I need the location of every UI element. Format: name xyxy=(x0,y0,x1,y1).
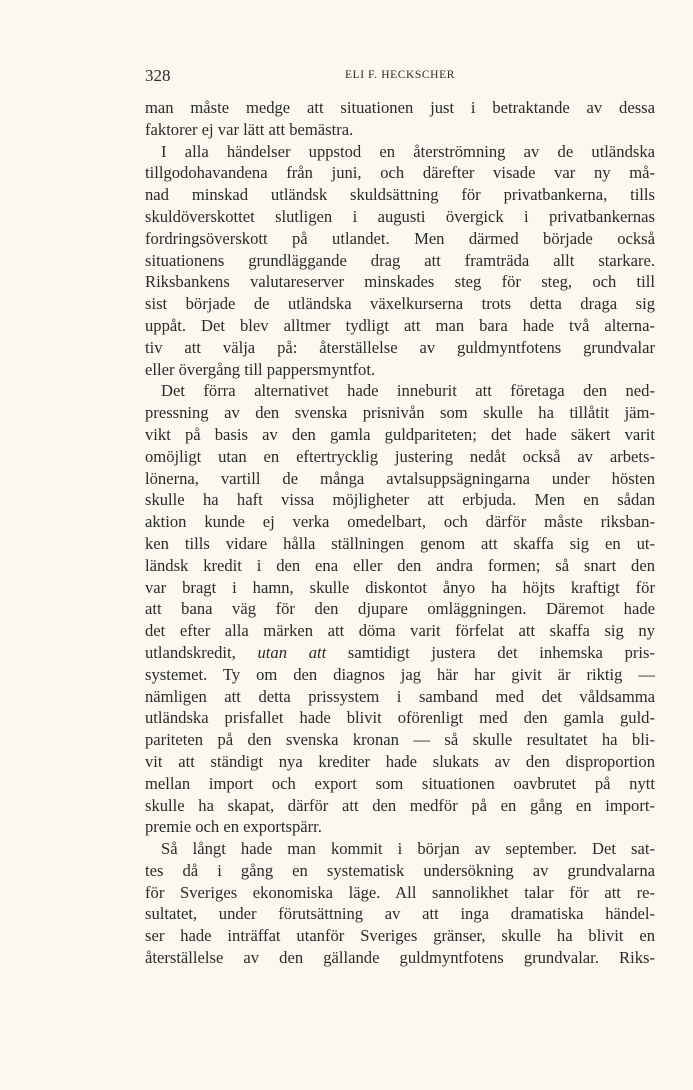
text-line: Så långt hade man kommit i början av september. Det sat- xyxy=(161,839,655,859)
text-line: det efter alla märken att döma varit förfelat att skaffa sig ny xyxy=(145,621,655,641)
text-line: tillgodohavandena från juni, och därefter visade var ny må- xyxy=(145,163,655,183)
page-header xyxy=(145,66,655,88)
text-line: eller övergång till pappersmyntfot. xyxy=(145,359,376,379)
text-line: vit att ständigt nya krediter hade slukats av den disproportion xyxy=(145,751,655,771)
text-line: pressning av den svenska prisnivån som skulle ha tillåtit jäm- xyxy=(145,403,655,423)
text-line: skuldöverskottet slutligen i augusti övergick i privatbankernas xyxy=(145,206,655,226)
text-line: att bana väg för den djupare omläggningen. Däremot hade xyxy=(145,599,655,619)
text-line: vikt på basis av den gamla guldpariteten; det hade säkert varit xyxy=(145,424,655,444)
text-line: mellan import och export som situationen oavbrutet på nytt xyxy=(145,773,655,793)
text-line: sultatet, under förutsättning av att inga dramatiska händel- xyxy=(145,904,655,924)
running-head: ELI F. HECKSCHER xyxy=(345,69,455,81)
text-line: för Sveriges ekonomiska läge. All sannolikhet talar för att re- xyxy=(145,882,655,902)
text-line xyxy=(145,642,655,664)
text-line: uppåt. Det blev alltmer tydligt att man bara hade två alterna- xyxy=(145,315,655,335)
text-line: tiv att välja på: återställelse av guldmyntfotens grundvalar xyxy=(145,337,655,357)
text-segment: utlandskredit, xyxy=(145,642,258,662)
text-line: aktion kunde ej verka omedelbart, och därför måste riksban- xyxy=(145,512,655,532)
text-line: premie och en exportspärr. xyxy=(145,817,322,837)
text-segment: samtidigt justera det inhemska pris- xyxy=(326,642,655,662)
text-line: nad minskad utländsk skuldsättning för privatbankerna, tills xyxy=(145,185,655,205)
text-line: tes då i gång en systematisk undersökning av grundvalarna xyxy=(145,860,655,880)
text-line: återställelse av den gällande guldmyntfotens grundvalar. Riks- xyxy=(145,948,655,968)
text-line: I alla händelser uppstod en återströmning av de utländska xyxy=(161,141,655,161)
text-line: pariteten på den svenska kronan — så skulle resultatet ha bli- xyxy=(145,730,655,750)
text-line: systemet. Ty om den diagnos jag här har givit är riktig — xyxy=(145,664,655,684)
text-line: faktorer ej var lätt att bemästra. xyxy=(145,119,354,139)
text-line: var bragt i hamn, skulle diskontot ånyo ha höjts kraftigt för xyxy=(145,577,655,597)
text-line: sist började de utländska växelkurserna trots detta draga sig xyxy=(145,294,655,314)
text-line: man måste medge att situationen just i betraktande av dessa xyxy=(145,98,655,117)
text-line: lönerna, vartill de många avtalsuppsägningarna under hösten xyxy=(145,468,655,488)
text-line: omöjligt utan en eftertrycklig justering nedåt också av arbets- xyxy=(145,446,655,466)
text-line: Riksbankens valutareserver minskades steg för steg, och till xyxy=(145,272,655,292)
italic-emphasis: utan att xyxy=(257,642,327,662)
text-line: skulle ha haft vissa möjligheter att erbjuda. Men en sådan xyxy=(145,490,655,510)
text-line: nämligen att detta prissystem i samband med det våldsamma xyxy=(145,686,655,706)
body-text xyxy=(145,97,655,969)
text-line: ländsk kredit i den ena eller den andra formen; så snart den xyxy=(145,555,655,575)
text-line: ser hade inträffat utanför Sveriges gränser, skulle ha blivit en xyxy=(145,926,655,946)
text-line: fordringsöverskott på utlandet. Men därmed började också xyxy=(145,228,655,248)
text-line: ken tills vidare hålla ställningen genom att skaffa sig en ut- xyxy=(145,533,655,553)
text-line: Det förra alternativet hade inneburit att företaga den ned- xyxy=(161,381,655,401)
text-line: utländska prisfallet hade blivit oförenligt med den gamla guld- xyxy=(145,708,655,728)
text-line: skulle ha skapat, därför att den medför på en gång en import- xyxy=(145,795,655,815)
page-number: 328 xyxy=(145,66,171,85)
text-line: situationens grundläggande drag att framträda allt starkare. xyxy=(145,250,655,270)
